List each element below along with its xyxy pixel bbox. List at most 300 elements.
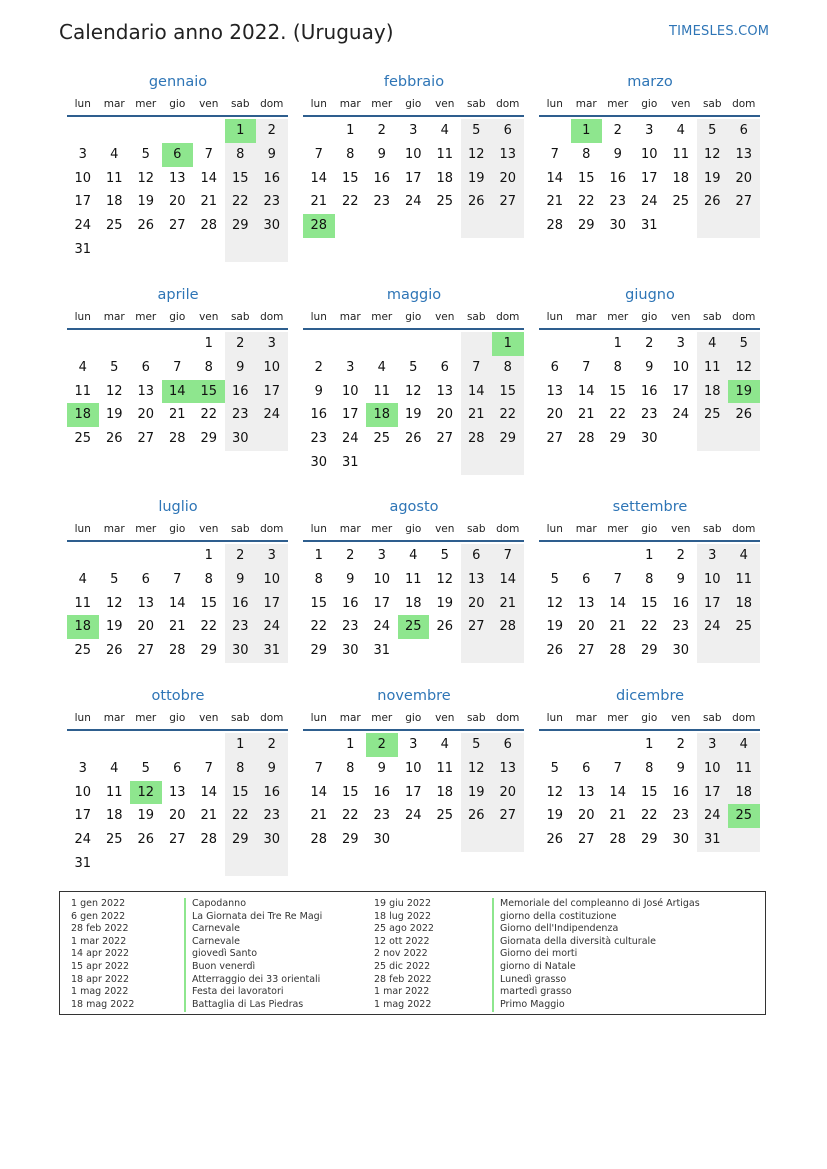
- day-cell[interactable]: 24: [672, 407, 690, 423]
- day-cell[interactable]: 9: [314, 383, 323, 399]
- day-cell[interactable]: 7: [314, 146, 323, 162]
- day-cell[interactable]: 31: [373, 643, 391, 659]
- day-cell[interactable]: 14: [200, 170, 218, 186]
- day-cell[interactable]: 17: [697, 592, 729, 616]
- day-cell[interactable]: 21: [609, 619, 627, 635]
- day-cell[interactable]: 29: [200, 431, 218, 447]
- day-cell[interactable]: 21: [461, 403, 493, 427]
- day-cell[interactable]: 2: [346, 548, 355, 563]
- day-cell[interactable]: 8: [225, 143, 257, 167]
- day-cell[interactable]: 19: [461, 167, 493, 191]
- day-cell[interactable]: 3: [377, 548, 386, 563]
- day-cell[interactable]: 10: [697, 568, 729, 592]
- day-cell[interactable]: 18: [105, 808, 123, 824]
- day-cell[interactable]: 26: [546, 643, 564, 659]
- day-cell[interactable]: 11: [436, 760, 454, 776]
- day-cell[interactable]: 26: [546, 832, 564, 848]
- day-cell[interactable]: 13: [461, 568, 493, 592]
- day-cell[interactable]: 13: [168, 170, 186, 186]
- day-cell[interactable]: 29: [492, 427, 524, 451]
- day-cell[interactable]: 24: [74, 832, 92, 848]
- day-cell[interactable]: 30: [225, 427, 257, 451]
- day-cell[interactable]: 19: [105, 619, 123, 635]
- holiday-day-cell[interactable]: 6: [162, 143, 194, 167]
- day-cell[interactable]: 30: [225, 639, 257, 663]
- day-cell[interactable]: 5: [141, 760, 150, 776]
- day-cell[interactable]: 9: [225, 568, 257, 592]
- day-cell[interactable]: 10: [404, 146, 422, 162]
- day-cell[interactable]: 1: [645, 548, 654, 563]
- day-cell[interactable]: 10: [404, 760, 422, 776]
- day-cell[interactable]: 16: [341, 595, 359, 611]
- day-cell[interactable]: 16: [225, 592, 257, 616]
- day-cell[interactable]: 14: [492, 568, 524, 592]
- day-cell[interactable]: 26: [728, 403, 760, 427]
- day-cell[interactable]: 10: [697, 757, 729, 781]
- day-cell[interactable]: 13: [492, 757, 524, 781]
- day-cell[interactable]: 17: [672, 383, 690, 399]
- day-cell[interactable]: 4: [728, 544, 760, 568]
- day-cell[interactable]: 26: [137, 218, 155, 234]
- day-cell[interactable]: 8: [645, 760, 654, 776]
- day-cell[interactable]: 16: [640, 383, 658, 399]
- day-cell[interactable]: 8: [204, 359, 213, 375]
- day-cell[interactable]: 12: [546, 784, 564, 800]
- day-cell[interactable]: 22: [310, 619, 328, 635]
- day-cell[interactable]: 26: [436, 619, 454, 635]
- day-cell[interactable]: 9: [676, 571, 685, 587]
- day-cell[interactable]: 11: [697, 356, 729, 380]
- day-cell[interactable]: 29: [640, 832, 658, 848]
- holiday-day-cell[interactable]: 2: [366, 733, 398, 757]
- day-cell[interactable]: 25: [436, 194, 454, 210]
- day-cell[interactable]: 17: [74, 808, 92, 824]
- day-cell[interactable]: 30: [256, 214, 288, 238]
- day-cell[interactable]: 29: [609, 431, 627, 447]
- day-cell[interactable]: 30: [672, 643, 690, 659]
- day-cell[interactable]: 29: [577, 218, 595, 234]
- day-cell[interactable]: 27: [492, 190, 524, 214]
- day-cell[interactable]: 8: [204, 571, 213, 587]
- day-cell[interactable]: 24: [697, 804, 729, 828]
- day-cell[interactable]: 11: [728, 568, 760, 592]
- day-cell[interactable]: 12: [461, 757, 493, 781]
- day-cell[interactable]: 10: [256, 568, 288, 592]
- day-cell[interactable]: 16: [373, 170, 391, 186]
- day-cell[interactable]: 21: [310, 808, 328, 824]
- day-cell[interactable]: 21: [609, 808, 627, 824]
- day-cell[interactable]: 17: [404, 170, 422, 186]
- day-cell[interactable]: 15: [310, 595, 328, 611]
- day-cell[interactable]: 28: [609, 643, 627, 659]
- day-cell[interactable]: 25: [373, 431, 391, 447]
- day-cell[interactable]: 10: [74, 170, 92, 186]
- day-cell[interactable]: 20: [577, 619, 595, 635]
- day-cell[interactable]: 22: [341, 194, 359, 210]
- brand-logo-text[interactable]: TIMESLES.COM: [669, 24, 770, 39]
- day-cell[interactable]: 29: [200, 643, 218, 659]
- day-cell[interactable]: 24: [256, 403, 288, 427]
- day-cell[interactable]: 30: [341, 643, 359, 659]
- day-cell[interactable]: 20: [492, 167, 524, 191]
- day-cell[interactable]: 9: [256, 757, 288, 781]
- day-cell[interactable]: 6: [141, 571, 150, 587]
- day-cell[interactable]: 23: [373, 194, 391, 210]
- day-cell[interactable]: 28: [577, 431, 595, 447]
- day-cell[interactable]: 3: [697, 733, 729, 757]
- day-cell[interactable]: 6: [173, 760, 182, 776]
- day-cell[interactable]: 4: [440, 737, 449, 752]
- day-cell[interactable]: 2: [256, 119, 288, 143]
- day-cell[interactable]: 21: [200, 194, 218, 210]
- day-cell[interactable]: 22: [609, 407, 627, 423]
- day-cell[interactable]: 14: [609, 595, 627, 611]
- day-cell[interactable]: 3: [409, 737, 418, 752]
- day-cell[interactable]: 4: [409, 548, 418, 563]
- day-cell[interactable]: 24: [74, 218, 92, 234]
- day-cell[interactable]: 19: [461, 781, 493, 805]
- day-cell[interactable]: 3: [697, 544, 729, 568]
- day-cell[interactable]: 11: [436, 146, 454, 162]
- day-cell[interactable]: 22: [492, 403, 524, 427]
- day-cell[interactable]: 21: [200, 808, 218, 824]
- day-cell[interactable]: 27: [577, 643, 595, 659]
- day-cell[interactable]: 5: [697, 119, 729, 143]
- day-cell[interactable]: 20: [577, 808, 595, 824]
- day-cell[interactable]: 22: [640, 808, 658, 824]
- day-cell[interactable]: 28: [461, 427, 493, 451]
- day-cell[interactable]: 2: [676, 548, 685, 563]
- day-cell[interactable]: 14: [577, 383, 595, 399]
- day-cell[interactable]: 2: [256, 733, 288, 757]
- day-cell[interactable]: 23: [672, 808, 690, 824]
- day-cell[interactable]: 4: [697, 332, 729, 356]
- day-cell[interactable]: 28: [200, 832, 218, 848]
- day-cell[interactable]: 20: [168, 808, 186, 824]
- day-cell[interactable]: 15: [225, 167, 257, 191]
- day-cell[interactable]: 26: [404, 431, 422, 447]
- day-cell[interactable]: 11: [74, 595, 92, 611]
- day-cell[interactable]: 16: [256, 781, 288, 805]
- holiday-day-cell[interactable]: 12: [130, 781, 162, 805]
- day-cell[interactable]: 27: [436, 431, 454, 447]
- day-cell[interactable]: 28: [609, 832, 627, 848]
- day-cell[interactable]: 30: [373, 832, 391, 848]
- day-cell[interactable]: 24: [404, 194, 422, 210]
- day-cell[interactable]: 27: [137, 643, 155, 659]
- day-cell[interactable]: 5: [409, 359, 418, 375]
- day-cell[interactable]: 22: [341, 808, 359, 824]
- day-cell[interactable]: 1: [346, 737, 355, 752]
- day-cell[interactable]: 5: [440, 548, 449, 563]
- day-cell[interactable]: 18: [728, 781, 760, 805]
- day-cell[interactable]: 14: [461, 380, 493, 404]
- day-cell[interactable]: 21: [168, 619, 186, 635]
- day-cell[interactable]: 3: [346, 359, 355, 375]
- day-cell[interactable]: 31: [697, 828, 729, 852]
- day-cell[interactable]: 16: [225, 380, 257, 404]
- day-cell[interactable]: 18: [105, 194, 123, 210]
- day-cell[interactable]: 8: [492, 356, 524, 380]
- day-cell[interactable]: 26: [105, 643, 123, 659]
- day-cell[interactable]: 18: [436, 784, 454, 800]
- day-cell[interactable]: 2: [225, 544, 257, 568]
- day-cell[interactable]: 7: [173, 359, 182, 375]
- day-cell[interactable]: 6: [550, 359, 559, 375]
- day-cell[interactable]: 12: [105, 595, 123, 611]
- day-cell[interactable]: 25: [105, 218, 123, 234]
- day-cell[interactable]: 7: [314, 760, 323, 776]
- day-cell[interactable]: 19: [137, 194, 155, 210]
- day-cell[interactable]: 29: [341, 832, 359, 848]
- day-cell[interactable]: 2: [225, 332, 257, 356]
- day-cell[interactable]: 7: [492, 544, 524, 568]
- day-cell[interactable]: 31: [341, 455, 359, 470]
- day-cell[interactable]: 14: [310, 784, 328, 800]
- day-cell[interactable]: 27: [168, 832, 186, 848]
- day-cell[interactable]: 15: [577, 170, 595, 186]
- day-cell[interactable]: 30: [256, 828, 288, 852]
- day-cell[interactable]: 9: [225, 356, 257, 380]
- day-cell[interactable]: 31: [640, 218, 658, 234]
- day-cell[interactable]: 7: [204, 146, 213, 162]
- day-cell[interactable]: 14: [200, 784, 218, 800]
- day-cell[interactable]: 8: [346, 146, 355, 162]
- day-cell[interactable]: 4: [440, 123, 449, 138]
- day-cell[interactable]: 24: [404, 808, 422, 824]
- day-cell[interactable]: 13: [492, 143, 524, 167]
- day-cell[interactable]: 27: [728, 190, 760, 214]
- day-cell[interactable]: 26: [105, 431, 123, 447]
- day-cell[interactable]: 2: [676, 737, 685, 752]
- day-cell[interactable]: 23: [640, 407, 658, 423]
- day-cell[interactable]: 8: [225, 757, 257, 781]
- day-cell[interactable]: 23: [373, 808, 391, 824]
- day-cell[interactable]: 6: [582, 760, 591, 776]
- holiday-day-cell[interactable]: 1: [225, 119, 257, 143]
- day-cell[interactable]: 18: [728, 592, 760, 616]
- day-cell[interactable]: 1: [204, 336, 213, 351]
- day-cell[interactable]: 7: [550, 146, 559, 162]
- day-cell[interactable]: 19: [137, 808, 155, 824]
- day-cell[interactable]: 9: [676, 760, 685, 776]
- day-cell[interactable]: 3: [256, 544, 288, 568]
- day-cell[interactable]: 26: [137, 832, 155, 848]
- day-cell[interactable]: 12: [546, 595, 564, 611]
- day-cell[interactable]: 5: [110, 359, 119, 375]
- day-cell[interactable]: 16: [310, 407, 328, 423]
- day-cell[interactable]: 12: [728, 356, 760, 380]
- day-cell[interactable]: 16: [672, 595, 690, 611]
- day-cell[interactable]: 24: [697, 615, 729, 639]
- day-cell[interactable]: 22: [577, 194, 595, 210]
- day-cell[interactable]: 14: [546, 170, 564, 186]
- day-cell[interactable]: 28: [546, 218, 564, 234]
- day-cell[interactable]: 19: [546, 619, 564, 635]
- day-cell[interactable]: 21: [492, 592, 524, 616]
- day-cell[interactable]: 5: [110, 571, 119, 587]
- day-cell[interactable]: 8: [314, 571, 323, 587]
- day-cell[interactable]: 15: [225, 781, 257, 805]
- day-cell[interactable]: 15: [492, 380, 524, 404]
- day-cell[interactable]: 23: [672, 619, 690, 635]
- day-cell[interactable]: 15: [341, 170, 359, 186]
- day-cell[interactable]: 24: [640, 194, 658, 210]
- day-cell[interactable]: 3: [78, 146, 87, 162]
- day-cell[interactable]: 20: [137, 619, 155, 635]
- day-cell[interactable]: 13: [577, 595, 595, 611]
- day-cell[interactable]: 15: [640, 784, 658, 800]
- day-cell[interactable]: 10: [373, 571, 391, 587]
- day-cell[interactable]: 29: [640, 643, 658, 659]
- day-cell[interactable]: 17: [404, 784, 422, 800]
- day-cell[interactable]: 6: [582, 571, 591, 587]
- day-cell[interactable]: 10: [672, 359, 690, 375]
- day-cell[interactable]: 25: [74, 643, 92, 659]
- day-cell[interactable]: 9: [377, 146, 386, 162]
- day-cell[interactable]: 11: [728, 757, 760, 781]
- day-cell[interactable]: 2: [645, 336, 654, 351]
- day-cell[interactable]: 20: [728, 167, 760, 191]
- day-cell[interactable]: 31: [256, 639, 288, 663]
- day-cell[interactable]: 24: [256, 615, 288, 639]
- day-cell[interactable]: 19: [436, 595, 454, 611]
- holiday-day-cell[interactable]: 18: [67, 403, 99, 427]
- day-cell[interactable]: 28: [492, 615, 524, 639]
- day-cell[interactable]: 25: [436, 808, 454, 824]
- day-cell[interactable]: 10: [341, 383, 359, 399]
- day-cell[interactable]: 10: [256, 356, 288, 380]
- day-cell[interactable]: 20: [461, 592, 493, 616]
- day-cell[interactable]: 2: [613, 123, 622, 138]
- day-cell[interactable]: 7: [582, 359, 591, 375]
- holiday-day-cell[interactable]: 28: [303, 214, 335, 238]
- day-cell[interactable]: 13: [728, 143, 760, 167]
- day-cell[interactable]: 3: [676, 336, 685, 351]
- day-cell[interactable]: 19: [546, 808, 564, 824]
- day-cell[interactable]: 4: [110, 146, 119, 162]
- day-cell[interactable]: 13: [168, 784, 186, 800]
- day-cell[interactable]: 24: [373, 619, 391, 635]
- day-cell[interactable]: 25: [697, 403, 729, 427]
- day-cell[interactable]: 30: [609, 218, 627, 234]
- day-cell[interactable]: 4: [728, 733, 760, 757]
- day-cell[interactable]: 22: [225, 190, 257, 214]
- day-cell[interactable]: 14: [609, 784, 627, 800]
- day-cell[interactable]: 7: [173, 571, 182, 587]
- day-cell[interactable]: 16: [672, 784, 690, 800]
- day-cell[interactable]: 6: [492, 119, 524, 143]
- day-cell[interactable]: 8: [582, 146, 591, 162]
- day-cell[interactable]: 19: [404, 407, 422, 423]
- day-cell[interactable]: 26: [697, 190, 729, 214]
- day-cell[interactable]: 23: [609, 194, 627, 210]
- day-cell[interactable]: 23: [256, 190, 288, 214]
- day-cell[interactable]: 1: [204, 548, 213, 563]
- day-cell[interactable]: 20: [436, 407, 454, 423]
- day-cell[interactable]: 19: [105, 407, 123, 423]
- day-cell[interactable]: 3: [78, 760, 87, 776]
- day-cell[interactable]: 27: [168, 218, 186, 234]
- day-cell[interactable]: 16: [373, 784, 391, 800]
- day-cell[interactable]: 20: [546, 407, 564, 423]
- day-cell[interactable]: 25: [728, 615, 760, 639]
- day-cell[interactable]: 13: [436, 383, 454, 399]
- holiday-day-cell[interactable]: 18: [67, 615, 99, 639]
- day-cell[interactable]: 28: [200, 218, 218, 234]
- day-cell[interactable]: 13: [137, 595, 155, 611]
- day-cell[interactable]: 15: [640, 595, 658, 611]
- day-cell[interactable]: 22: [200, 407, 218, 423]
- day-cell[interactable]: 16: [256, 167, 288, 191]
- day-cell[interactable]: 5: [461, 733, 493, 757]
- day-cell[interactable]: 21: [546, 194, 564, 210]
- day-cell[interactable]: 9: [377, 760, 386, 776]
- day-cell[interactable]: 21: [168, 407, 186, 423]
- day-cell[interactable]: 11: [74, 383, 92, 399]
- day-cell[interactable]: 30: [640, 431, 658, 447]
- day-cell[interactable]: 29: [225, 828, 257, 852]
- day-cell[interactable]: 18: [697, 380, 729, 404]
- day-cell[interactable]: 5: [550, 760, 559, 776]
- day-cell[interactable]: 4: [78, 359, 87, 375]
- day-cell[interactable]: 18: [672, 170, 690, 186]
- day-cell[interactable]: 6: [492, 733, 524, 757]
- day-cell[interactable]: 6: [440, 359, 449, 375]
- day-cell[interactable]: 27: [461, 615, 493, 639]
- holiday-day-cell[interactable]: 18: [366, 403, 398, 427]
- day-cell[interactable]: 2: [314, 359, 323, 375]
- day-cell[interactable]: 9: [256, 143, 288, 167]
- day-cell[interactable]: 7: [613, 760, 622, 776]
- day-cell[interactable]: 31: [74, 856, 92, 871]
- day-cell[interactable]: 17: [256, 380, 288, 404]
- day-cell[interactable]: 12: [697, 143, 729, 167]
- day-cell[interactable]: 12: [404, 383, 422, 399]
- day-cell[interactable]: 9: [613, 146, 622, 162]
- day-cell[interactable]: 21: [310, 194, 328, 210]
- day-cell[interactable]: 23: [256, 804, 288, 828]
- holiday-day-cell[interactable]: 25: [728, 804, 760, 828]
- day-cell[interactable]: 6: [728, 119, 760, 143]
- day-cell[interactable]: 1: [645, 737, 654, 752]
- day-cell[interactable]: 9: [346, 571, 355, 587]
- day-cell[interactable]: 13: [137, 383, 155, 399]
- day-cell[interactable]: 13: [546, 383, 564, 399]
- day-cell[interactable]: 6: [461, 544, 493, 568]
- day-cell[interactable]: 15: [200, 595, 218, 611]
- day-cell[interactable]: 20: [168, 194, 186, 210]
- day-cell[interactable]: 11: [105, 170, 123, 186]
- day-cell[interactable]: 13: [577, 784, 595, 800]
- day-cell[interactable]: 27: [137, 431, 155, 447]
- day-cell[interactable]: 1: [225, 733, 257, 757]
- day-cell[interactable]: 23: [341, 619, 359, 635]
- day-cell[interactable]: 24: [341, 431, 359, 447]
- holiday-day-cell[interactable]: 15: [193, 380, 225, 404]
- day-cell[interactable]: 26: [461, 804, 493, 828]
- day-cell[interactable]: 5: [141, 146, 150, 162]
- day-cell[interactable]: 18: [436, 170, 454, 186]
- holiday-day-cell[interactable]: 1: [571, 119, 603, 143]
- day-cell[interactable]: 11: [373, 383, 391, 399]
- day-cell[interactable]: 20: [492, 781, 524, 805]
- day-cell[interactable]: 28: [168, 643, 186, 659]
- day-cell[interactable]: 15: [609, 383, 627, 399]
- day-cell[interactable]: 17: [373, 595, 391, 611]
- day-cell[interactable]: 18: [404, 595, 422, 611]
- day-cell[interactable]: 22: [200, 619, 218, 635]
